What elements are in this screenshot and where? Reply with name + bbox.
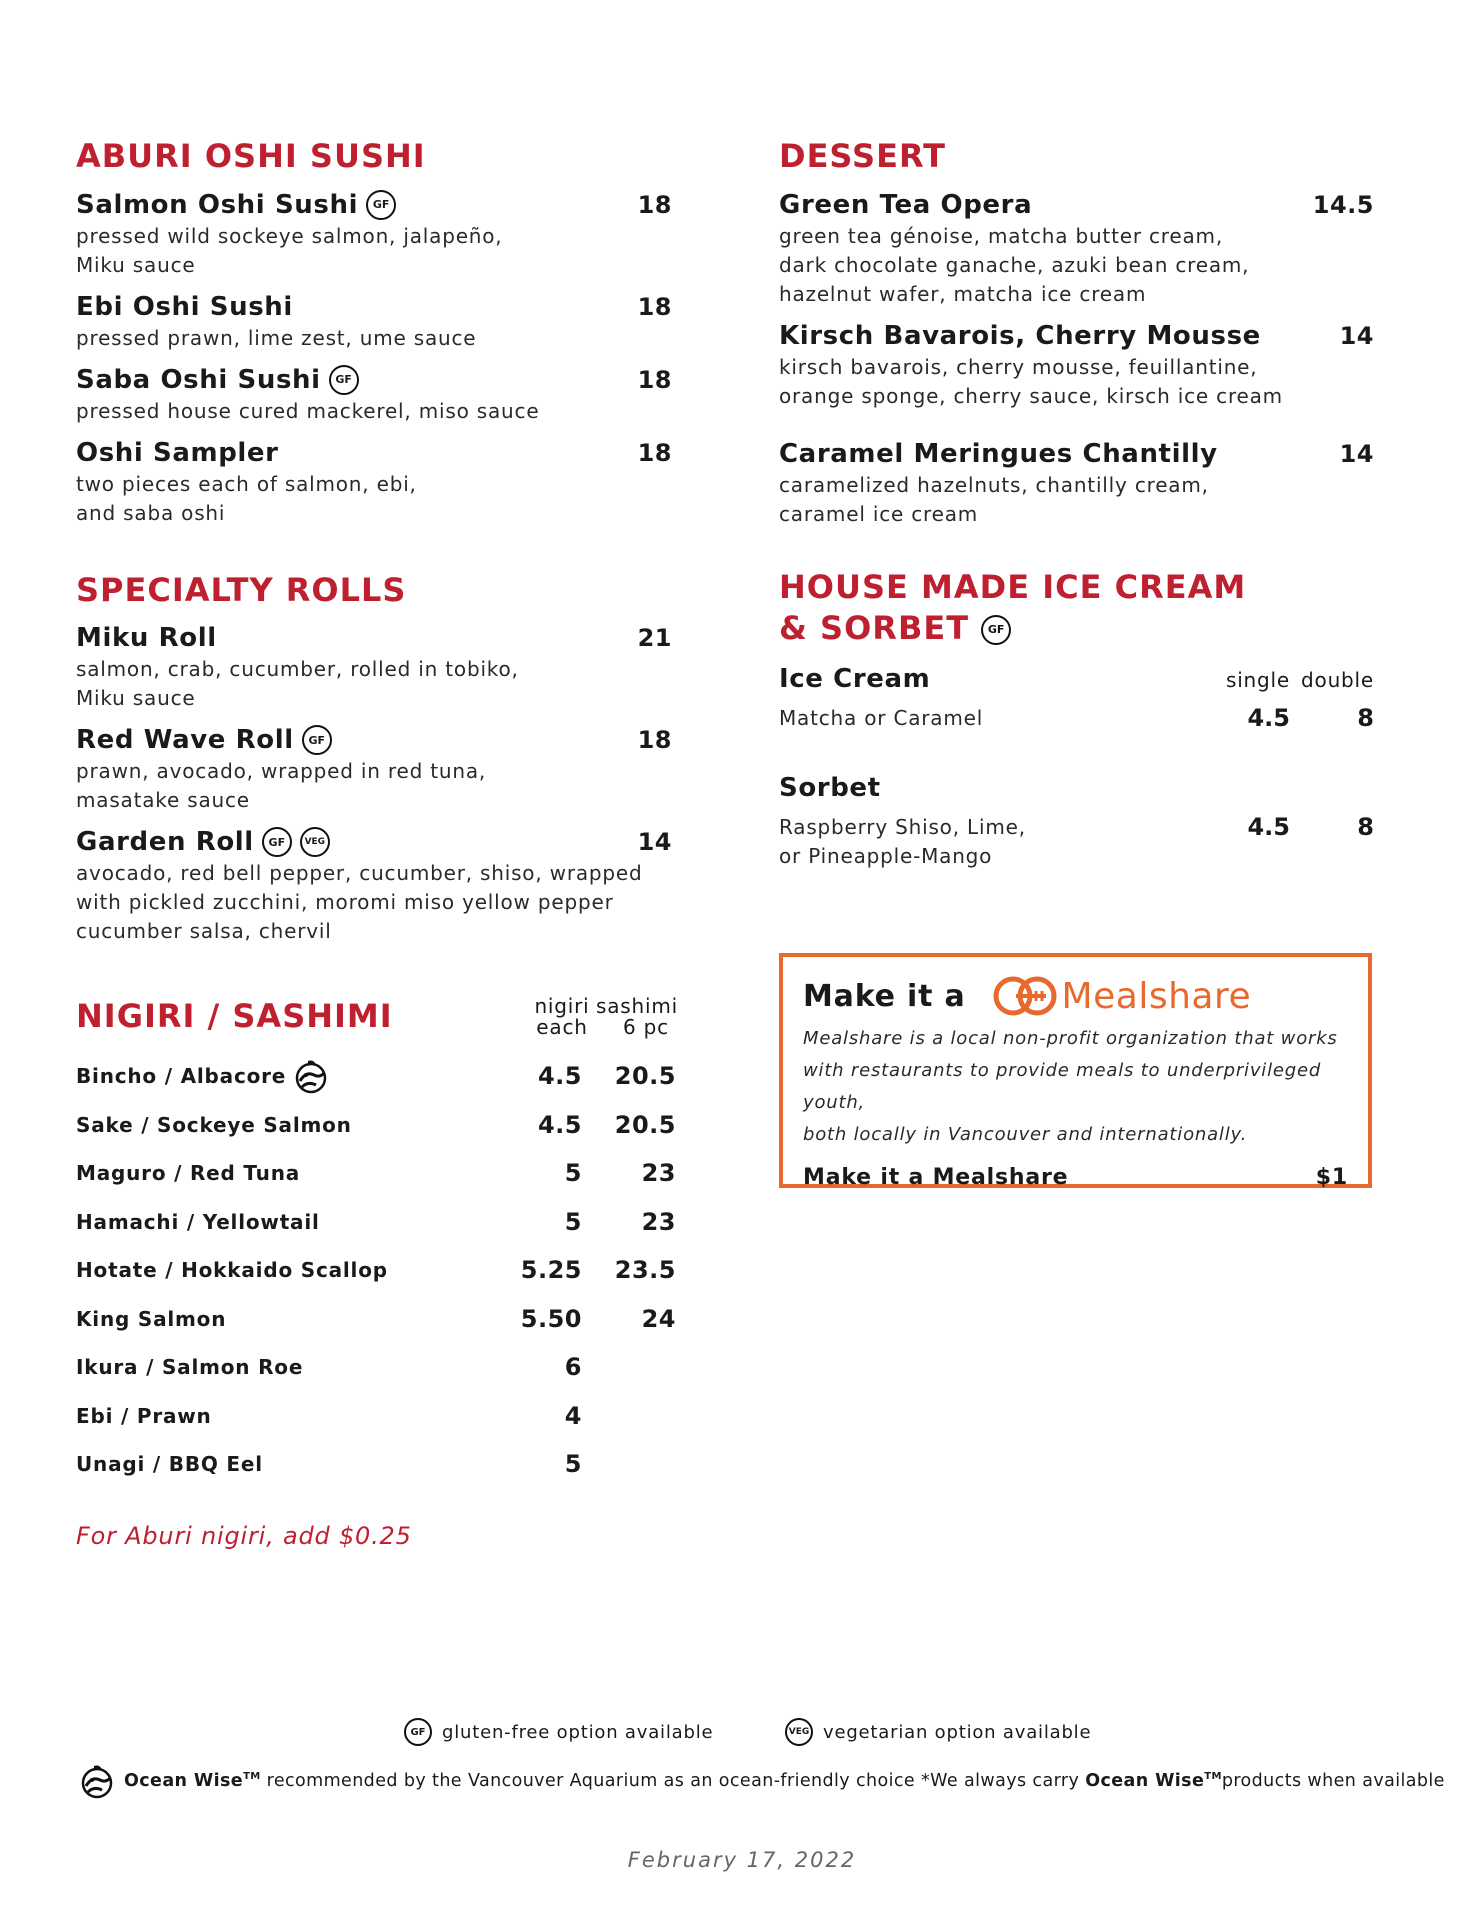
nigiri-price: 4.5 [537,1110,582,1139]
item-description: two pieces each of salmon, ebi, [76,471,417,496]
section-title-nigiri: NIGIRI / SASHIMI [76,997,393,1036]
item-price: 18 [637,292,672,321]
item-name: Salmon Oshi Sushi [76,189,359,220]
menu-item [76,365,672,426]
vegetarian-icon: VEG [785,1718,813,1746]
item-description: pressed house cured mackerel, miso sauce [76,398,540,423]
sashimi-price: 24 [641,1304,676,1333]
nigiri-column-headers [528,996,676,1038]
fish-name: Unagi / BBQ Eel [76,1452,263,1477]
item-name: Kirsch Bavarois, Cherry Mousse [779,320,1261,351]
menu-item [779,190,1374,309]
legend-veg [785,1718,1091,1746]
trademark: TM [243,1771,261,1783]
item-price: 14 [1339,439,1374,468]
sashimi-price: 23 [641,1159,676,1188]
item-name: Ice Cream [779,663,931,694]
fish-name: Hotate / Hokkaido Scallop [76,1258,388,1283]
table-row [76,1198,676,1247]
item-price: 14.5 [1312,190,1374,219]
ocean-wise-line [80,1762,1445,1800]
item-description: or Pineapple-Mango [779,843,993,868]
table-row [76,1343,676,1392]
item-description: kirsch bavarois, cherry mousse, feuillantine, [779,354,1258,379]
item-description: caramel ice cream [779,501,979,526]
item-description: pressed wild sockeye salmon, jalapeño, [76,223,503,248]
item-price: 18 [637,365,672,394]
menu-date: February 17, 2022 [627,1848,857,1872]
item-price: 18 [637,190,672,219]
menu-item [76,725,672,815]
section-title-line: HOUSE MADE ICE CREAM [779,567,1247,606]
nigiri-price: 5 [564,1159,582,1188]
ocean-wise-name: Ocean Wise [124,1771,244,1791]
table-row [76,1101,676,1150]
item-description: with pickled zucchini, moromi miso yellow pepper [76,890,614,915]
item-description: cucumber salsa, chervil [76,919,332,944]
mealshare-box [779,953,1372,1188]
mealshare-line-price: $1 [1315,1165,1348,1190]
item-price: 18 [637,438,672,467]
section-title-aburi: ABURI OSHI SUSHI [76,137,426,175]
item-description: Miku sauce [76,252,196,277]
item-description: Raspberry Shiso, Lime, [779,814,1026,839]
fish-name: Ebi / Prawn [76,1403,212,1428]
nigiri-table [76,1052,676,1489]
item-description: pressed prawn, lime zest, ume sauce [76,325,477,350]
mealshare-description: both locally in Vancouver and internationally. [803,1124,1248,1145]
item-description: salmon, crab, cucumber, rolled in tobiko, [76,657,519,682]
item-price: 14 [637,828,672,857]
table-row [76,1052,676,1101]
left-column [76,136,672,946]
column-header: 6 pc [623,1015,669,1039]
price-single: 4.5 [1247,812,1290,841]
price-double: 8 [1357,812,1374,841]
item-price: 14 [1339,321,1374,350]
size-label-single: single [1225,667,1290,692]
nigiri-price: 4.5 [537,1062,582,1091]
item-name: Oshi Sampler [76,437,279,468]
fish-name: King Salmon [76,1306,227,1331]
item-name: Garden Roll [76,827,254,858]
fish-name: Maguro / Red Tuna [76,1161,301,1186]
mealshare-line-label: Make it a Mealshare [803,1165,1069,1190]
table-row [76,1392,676,1441]
aburi-note: For Aburi nigiri, add $0.25 [76,1522,412,1550]
mealshare-logo-icon [992,975,1058,1017]
table-row [76,1440,676,1489]
ocean-wise-name: Ocean Wise [1085,1771,1205,1791]
mealshare-logo-text: Mealshare [1061,975,1252,1017]
sashimi-price: 23 [641,1207,676,1236]
ocean-wise-text: products when available [1221,1771,1445,1791]
item-name: Saba Oshi Sushi [76,364,321,395]
sorbet-row [779,813,1374,871]
nigiri-price: 5 [564,1450,582,1479]
menu-item [76,292,672,353]
item-description: and saba oshi [76,500,226,525]
sashimi-price: 23.5 [614,1256,676,1285]
fish-name: Bincho / Albacore [76,1064,287,1089]
item-name: Ebi Oshi Sushi [76,291,293,322]
item-description: green tea génoise, matcha butter cream, [779,223,1223,248]
mealshare-description: with restaurants to provide meals to underprivileged youth, [803,1060,1322,1113]
gluten-free-icon: GF [404,1718,432,1746]
menu-item [779,321,1374,411]
item-description: orange sponge, cherry sauce, kirsch ice cream [779,383,1283,408]
mealshare-description: Mealshare is a local non-profit organization that works [803,1028,1338,1049]
right-column [779,136,1374,871]
fish-name: Ikura / Salmon Roe [76,1355,304,1380]
section-title-icecream [779,567,1374,650]
item-description: masatake sauce [76,788,250,813]
legend-text: vegetarian option available [823,1721,1092,1743]
gluten-free-icon: GF [329,365,359,395]
legend-text: gluten-free option available [442,1721,714,1743]
item-name: Sorbet [779,772,881,803]
nigiri-price: 4 [564,1401,582,1430]
table-row [76,1246,676,1295]
item-name: Miku Roll [76,623,217,654]
section-title-rolls: SPECIALTY ROLLS [76,570,407,609]
menu-item [76,438,672,528]
icecream-row [779,704,1374,733]
ocean-wise-icon [80,1762,114,1800]
section-title-dessert: DESSERT [779,137,946,175]
column-header: nigiri [534,994,590,1018]
ocean-wise-text: recommended by the Vancouver Aquarium as an ocean-friendly choice *We always carry [266,1771,1080,1791]
item-description: caramelized hazelnuts, chantilly cream, [779,472,1209,497]
section-title-line: & SORBET [779,609,970,648]
gluten-free-icon: GF [302,725,332,755]
menu-item [76,190,672,280]
item-name: Green Tea Opera [779,189,1033,220]
size-label-double: double [1301,667,1374,692]
item-description: prawn, avocado, wrapped in red tuna, [76,759,487,784]
sashimi-price: 20.5 [614,1110,676,1139]
nigiri-section [76,996,676,1489]
ocean-wise-icon [294,1057,328,1095]
gluten-free-icon: GF [366,190,396,220]
table-row [76,1295,676,1344]
nigiri-price: 5.25 [520,1256,582,1285]
mealshare-title: Make it a [803,978,966,1014]
item-name: Red Wave Roll [76,725,294,756]
item-description: Matcha or Caramel [779,705,984,730]
nigiri-price: 5.50 [520,1304,582,1333]
icecream-header [779,664,1374,694]
column-header: sashimi [596,994,678,1018]
item-description: dark chocolate ganache, azuki bean cream, [779,252,1250,277]
menu-item [779,439,1374,529]
fish-name: Sake / Sockeye Salmon [76,1112,352,1137]
item-description: Miku sauce [76,686,196,711]
gluten-free-icon: GF [262,827,292,857]
column-header: each [536,1015,588,1039]
legend-gf [404,1718,713,1746]
sashimi-price: 20.5 [614,1062,676,1091]
sorbet-header [779,773,1374,803]
price-single: 4.5 [1247,703,1290,732]
fish-name: Hamachi / Yellowtail [76,1209,320,1234]
item-description: hazelnut wafer, matcha ice cream [779,281,1147,306]
nigiri-price: 5 [564,1207,582,1236]
mealshare-line [803,1165,1348,1190]
item-description: avocado, red bell pepper, cucumber, shiso, wrapped [76,861,643,886]
trademark: TM [1204,1771,1222,1783]
vegetarian-icon: VEG [300,827,330,857]
menu-item [76,827,672,946]
nigiri-price: 6 [564,1353,582,1382]
mealshare-logo [992,975,1252,1017]
item-price: 21 [637,624,672,653]
table-row [76,1149,676,1198]
gluten-free-icon: GF [981,615,1011,645]
menu-item [76,623,672,713]
item-name: Caramel Meringues Chantilly [779,438,1218,469]
item-price: 18 [637,726,672,755]
price-double: 8 [1357,703,1374,732]
